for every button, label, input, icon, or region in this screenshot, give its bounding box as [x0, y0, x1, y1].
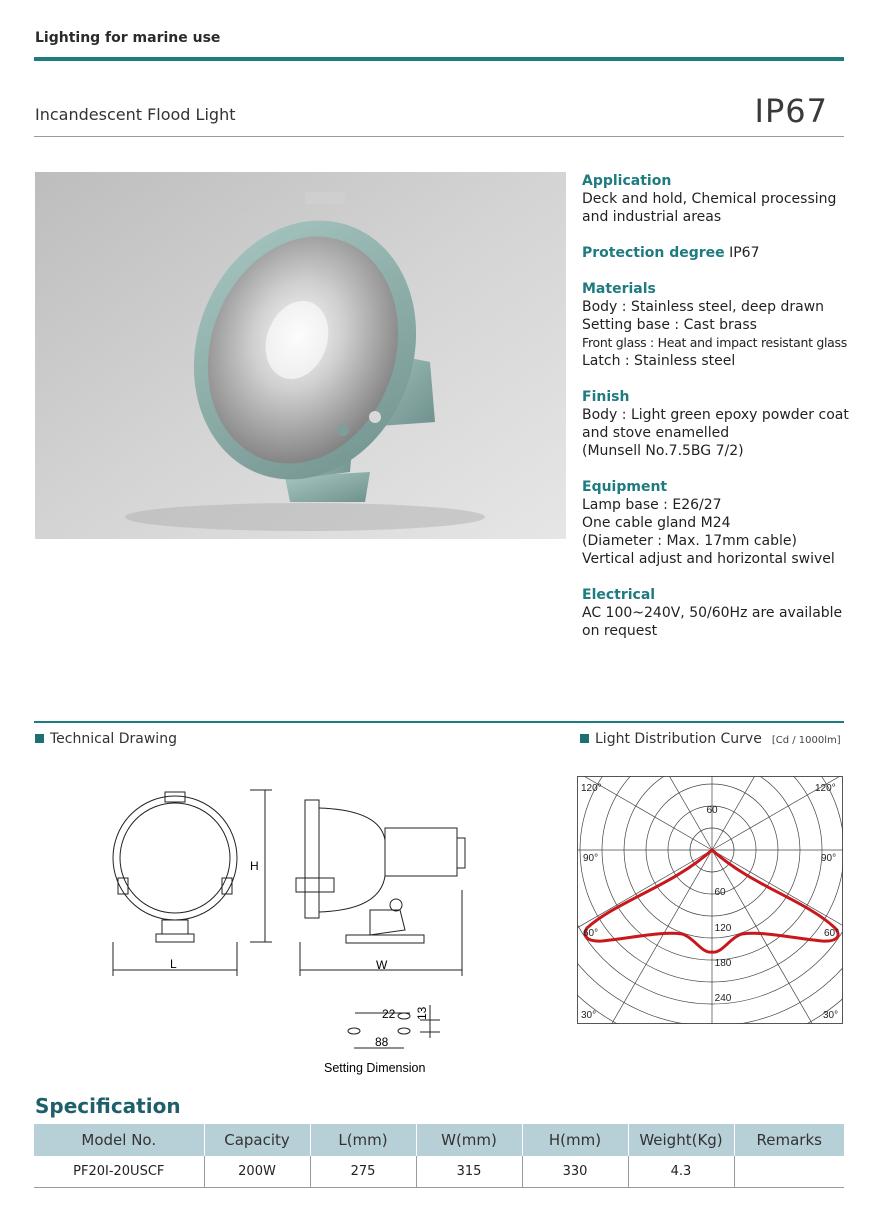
equipment-line: (Diameter : Max. 17mm cable): [582, 533, 797, 549]
column-header: L(mm): [310, 1124, 416, 1156]
radial-label: 60: [714, 887, 726, 898]
product-title: Incandescent Flood Light: [35, 105, 236, 124]
application-line: Deck and hold, Chemical processing: [582, 191, 837, 207]
column-header: W(mm): [416, 1124, 522, 1156]
protection-heading: Protection degree: [582, 245, 725, 261]
angle-label: 30°: [823, 1010, 839, 1021]
dim-h-label: H: [250, 859, 259, 873]
finish-heading: Finish: [582, 389, 630, 405]
weight-cell: 4.3: [628, 1156, 734, 1187]
remarks-cell: [734, 1156, 844, 1187]
spec-list: [582, 172, 852, 658]
dim-l-label: L: [170, 957, 177, 971]
model-cell: PF20I-20USCF: [34, 1156, 204, 1187]
angle-label: 30°: [581, 1010, 597, 1021]
radial-label: 240: [714, 993, 732, 1004]
protection-section: [582, 244, 852, 262]
materials-line: Setting base : Cast brass: [582, 317, 757, 333]
application-line: and industrial areas: [582, 209, 722, 225]
application-section: [582, 172, 852, 226]
angle-label: 90°: [583, 853, 599, 864]
polar-svg: [577, 776, 843, 1024]
column-header: Model No.: [34, 1124, 204, 1156]
light-curve-label: Light Distribution Curve [Cd / 1000lm]: [580, 731, 841, 747]
length-cell: 275: [310, 1156, 416, 1187]
radial-label: 180: [714, 958, 732, 969]
technical-drawing: [100, 780, 480, 1080]
finish-line: and stove enamelled: [582, 425, 730, 441]
finish-line: Body : Light green epoxy powder coat: [582, 407, 849, 423]
radial-label: 120: [714, 923, 732, 934]
equipment-section: [582, 478, 852, 568]
table-row: [34, 1156, 844, 1187]
width-cell: 315: [416, 1156, 522, 1187]
setting-13-label: 13: [415, 1006, 429, 1020]
protection-value: IP67: [729, 245, 760, 261]
table-header-row: [34, 1124, 844, 1156]
light-curve-unit: [Cd / 1000lm]: [771, 735, 841, 746]
setting-88-label: 88: [375, 1035, 389, 1049]
dim-w-label: W: [376, 958, 388, 972]
product-photo: [35, 172, 566, 539]
ip-rating: IP67: [754, 92, 828, 130]
electrical-section: [582, 586, 852, 640]
setting-22-label: 22: [382, 1007, 396, 1021]
materials-section: [582, 280, 852, 370]
light-distribution-chart: [577, 776, 843, 1024]
electrical-line: on request: [582, 623, 658, 639]
electrical-line: AC 100~240V, 50/60Hz are available: [582, 605, 843, 621]
technical-drawing-label: Technical Drawing: [35, 731, 177, 747]
technical-drawing-svg: [100, 780, 480, 1080]
angle-label: 120°: [581, 783, 602, 794]
application-heading: Application: [582, 173, 672, 189]
specification-heading: Specification: [35, 1094, 181, 1118]
electrical-heading: Electrical: [582, 587, 656, 603]
materials-heading: Materials: [582, 281, 656, 297]
equipment-line: Vertical adjust and horizontal swivel: [582, 551, 835, 567]
materials-line: Front glass : Heat and impact resistant glass: [582, 335, 847, 350]
column-header: H(mm): [522, 1124, 628, 1156]
radial-label: 60: [706, 805, 718, 816]
flood-light-illustration: [35, 172, 566, 539]
column-header: Capacity: [204, 1124, 310, 1156]
capacity-cell: 200W: [204, 1156, 310, 1187]
square-bullet-icon: [580, 734, 589, 743]
materials-line: Latch : Stainless steel: [582, 353, 736, 369]
angle-label: 120°: [815, 783, 836, 794]
angle-label: 60°: [824, 928, 840, 939]
materials-line: Body : Stainless steel, deep drawn: [582, 299, 825, 315]
finish-section: [582, 388, 852, 460]
finish-line: (Munsell No.7.5BG 7/2): [582, 443, 744, 459]
equipment-line: Lamp base : E26/27: [582, 497, 722, 513]
setting-caption: Setting Dimension: [324, 1061, 426, 1075]
angle-label: 60°: [583, 928, 599, 939]
equipment-heading: Equipment: [582, 479, 668, 495]
square-bullet-icon: [35, 734, 44, 743]
specification-table: [34, 1124, 844, 1188]
column-header: Remarks: [734, 1124, 844, 1156]
header-rule: [34, 57, 844, 61]
column-header: Weight(Kg): [628, 1124, 734, 1156]
angle-label: 90°: [821, 853, 837, 864]
subheader-rule: [34, 136, 844, 137]
equipment-line: One cable gland M24: [582, 515, 731, 531]
section-rule: [34, 721, 844, 723]
category-title: Lighting for marine use: [35, 30, 221, 46]
height-cell: 330: [522, 1156, 628, 1187]
